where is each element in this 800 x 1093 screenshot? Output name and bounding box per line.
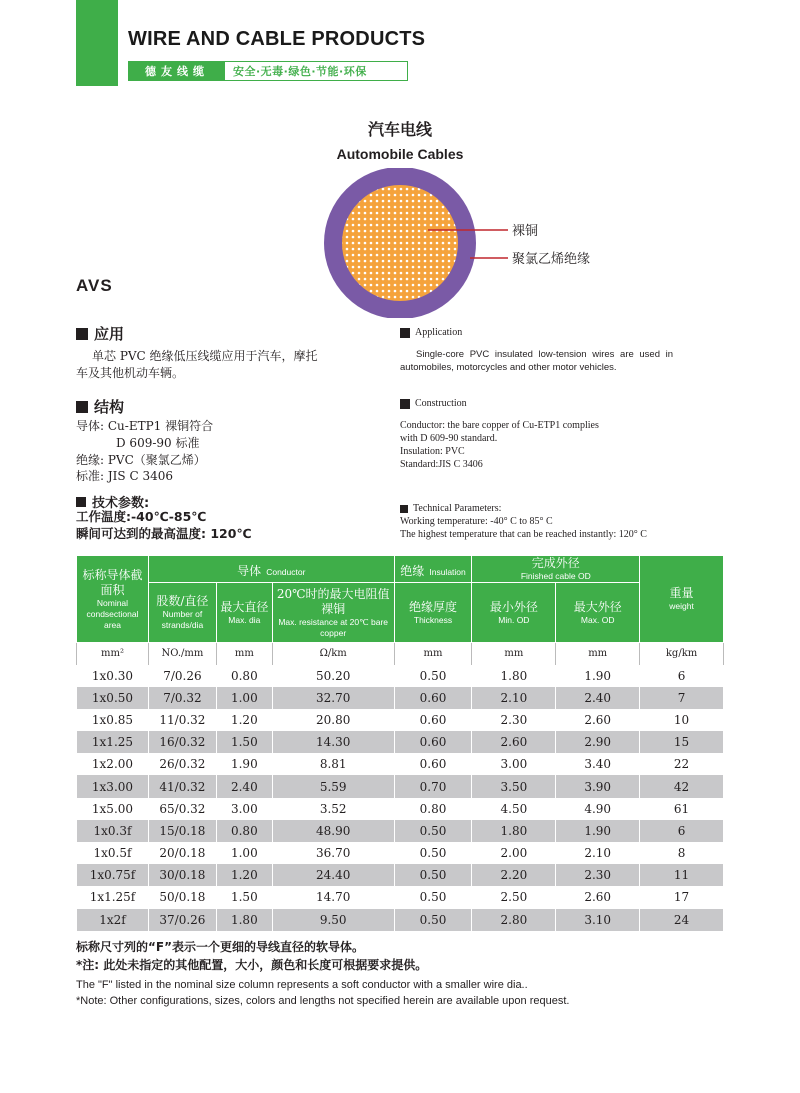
table-row — [77, 687, 724, 709]
table-row — [77, 798, 724, 820]
bullet-square-icon — [400, 399, 410, 409]
product-title-cn: 汽车电线 — [367, 120, 432, 139]
bullet-square-icon — [76, 401, 88, 413]
table-cell: 1.90 — [556, 820, 640, 842]
table-cell: 14.70 — [272, 886, 394, 908]
table-cell: 2.40 — [216, 775, 272, 797]
table-cell: 41/0.32 — [148, 775, 216, 797]
table-cell: 1x0.85 — [77, 709, 149, 731]
header-min-od: 最小外径 Min. OD — [472, 583, 556, 643]
header-title: WIRE AND CABLE PRODUCTS — [128, 28, 426, 50]
table-cell: 1.50 — [216, 886, 272, 908]
table-cell: 0.50 — [394, 665, 472, 687]
technical-heading-cn: 技术参数: — [76, 492, 149, 511]
table-cell: 1x0.75f — [77, 864, 149, 886]
table-cell: 11 — [640, 864, 724, 886]
cable-cross-section — [320, 168, 620, 318]
table-cell: 2.60 — [472, 731, 556, 753]
header-green-block — [76, 0, 118, 86]
table-cell: 2.30 — [472, 709, 556, 731]
callout-conductor: 裸铜 — [512, 224, 539, 239]
unit-cell: mm — [472, 643, 556, 665]
table-cell: 9.50 — [272, 909, 394, 931]
unit-cell: kg/km — [640, 643, 724, 665]
table-cell: 4.90 — [556, 798, 640, 820]
header-nominal-size: 标称导体截面积 Nominal condsectional area — [77, 556, 149, 643]
construction-line2-en: with D 609-90 standard. — [400, 433, 498, 444]
table-row — [77, 665, 724, 687]
table-cell: 1.20 — [216, 709, 272, 731]
brand-name: 德友线缆 — [129, 62, 225, 80]
brand-slogan: 安全·无毒·绿色·节能·环保 — [233, 65, 367, 78]
table-cell: 11/0.32 — [148, 709, 216, 731]
table-cell: 0.50 — [394, 820, 472, 842]
table-cell: 14.30 — [272, 731, 394, 753]
table-cell: 0.80 — [394, 798, 472, 820]
unit-cell: mm² — [77, 643, 149, 665]
table-cell: 1.00 — [216, 687, 272, 709]
table-cell: 20.80 — [272, 709, 394, 731]
table-cell: 0.50 — [394, 886, 472, 908]
table-cell: 2.50 — [472, 886, 556, 908]
table-cell: 50.20 — [272, 665, 394, 687]
technical-max-temp-en: The highest temperature that can be reached instantly: 120° C — [400, 529, 647, 540]
table-cell: 1.00 — [216, 842, 272, 864]
units-row — [77, 643, 724, 665]
table-cell: 7 — [640, 687, 724, 709]
table-cell: 2.80 — [472, 909, 556, 931]
unit-cell: mm — [394, 643, 472, 665]
table-row — [77, 709, 724, 731]
table-cell: 3.90 — [556, 775, 640, 797]
table-cell: 0.50 — [394, 864, 472, 886]
product-code: AVS — [76, 276, 113, 295]
table-cell: 1.80 — [472, 820, 556, 842]
table-cell: 6 — [640, 665, 724, 687]
application-text-en-2: automobiles, motorcycles and other motor vehicles. — [400, 362, 617, 373]
table-cell: 2.60 — [556, 709, 640, 731]
table-cell: 0.60 — [394, 709, 472, 731]
table-cell: 1.90 — [556, 665, 640, 687]
unit-cell: NO./mm — [148, 643, 216, 665]
table-cell: 1.80 — [216, 909, 272, 931]
technical-heading-en: Technical Parameters: — [400, 503, 501, 514]
table-cell: 6 — [640, 820, 724, 842]
note-cn-1: 标称尺寸列的“F”表示一个更细的导线直径的软导体。 — [76, 940, 364, 954]
header-max-od: 最大外径 Max. OD — [556, 583, 640, 643]
table-cell: 26/0.32 — [148, 753, 216, 775]
table-cell: 1x0.30 — [77, 665, 149, 687]
table-cell: 0.60 — [394, 687, 472, 709]
table-cell: 20/0.18 — [148, 842, 216, 864]
header-insulation: 绝缘 Insulation — [394, 556, 472, 583]
table-cell: 8 — [640, 842, 724, 864]
unit-cell: Ω/km — [272, 643, 394, 665]
table-row — [77, 753, 724, 775]
table-cell: 0.50 — [394, 842, 472, 864]
application-heading-en: Application — [400, 327, 462, 338]
table-cell: 1x5.00 — [77, 798, 149, 820]
header-conductor: 导体 Conductor — [148, 556, 394, 583]
table-cell: 2.40 — [556, 687, 640, 709]
table-cell: 3.40 — [556, 753, 640, 775]
table-cell: 1.80 — [472, 665, 556, 687]
header-thickness: 绝缘厚度 Thickness — [394, 583, 472, 643]
table-cell: 10 — [640, 709, 724, 731]
table-row — [77, 842, 724, 864]
table-cell: 1.20 — [216, 864, 272, 886]
technical-temp-cn: 工作温度:-40℃-85℃ — [76, 509, 207, 524]
construction-line1-cn: 导体: Cu-ETP1 裸铜符合 — [76, 419, 214, 433]
construction-line4-cn: 标准: JIS C 3406 — [76, 469, 173, 483]
table-cell: 0.80 — [216, 665, 272, 687]
table-cell: 3.52 — [272, 798, 394, 820]
table-cell: 32.70 — [272, 687, 394, 709]
table-cell: 65/0.32 — [148, 798, 216, 820]
table-cell: 61 — [640, 798, 724, 820]
table-cell: 1x2f — [77, 909, 149, 931]
table-cell: 3.50 — [472, 775, 556, 797]
table-cell: 3.00 — [472, 753, 556, 775]
table-cell: 2.20 — [472, 864, 556, 886]
table-cell: 42 — [640, 775, 724, 797]
table-cell: 7/0.32 — [148, 687, 216, 709]
table-cell: 5.59 — [272, 775, 394, 797]
application-text-cn-1: 单芯 PVC 绝缘低压线缆应用于汽车，摩托 — [92, 349, 318, 363]
table-cell: 15/0.18 — [148, 820, 216, 842]
table-row — [77, 820, 724, 842]
bullet-square-icon — [76, 497, 86, 507]
table-cell: 1x0.3f — [77, 820, 149, 842]
table-cell: 2.10 — [472, 687, 556, 709]
table-cell: 24 — [640, 909, 724, 931]
construction-heading-cn: 结构 — [76, 396, 124, 417]
spec-table — [76, 555, 724, 931]
table-cell: 3.10 — [556, 909, 640, 931]
construction-line2-cn: D 609-90 标准 — [116, 436, 200, 450]
table-cell: 0.80 — [216, 820, 272, 842]
construction-heading-en: Construction — [400, 398, 467, 409]
table-cell: 0.60 — [394, 731, 472, 753]
application-text-cn-2: 车及其他机动车辆。 — [76, 366, 185, 380]
table-cell: 1x1.25 — [77, 731, 149, 753]
construction-line4-en: Standard:JIS C 3406 — [400, 459, 483, 470]
technical-max-temp-cn: 瞬间可达到的最高温度: 120℃ — [76, 526, 252, 541]
note-en-2: *Note: Other configurations, sizes, colors and lengths not specified herein are available upon request. — [76, 995, 570, 1007]
table-row — [77, 909, 724, 931]
table-cell: 50/0.18 — [148, 886, 216, 908]
table-cell: 2.00 — [472, 842, 556, 864]
product-title-en: Automobile Cables — [336, 146, 464, 162]
table-cell: 7/0.26 — [148, 665, 216, 687]
table-cell: 22 — [640, 753, 724, 775]
table-row — [77, 886, 724, 908]
table-row — [77, 864, 724, 886]
table-cell: 0.70 — [394, 775, 472, 797]
table-row — [77, 731, 724, 753]
table-cell: 15 — [640, 731, 724, 753]
table-cell: 2.10 — [556, 842, 640, 864]
table-row — [77, 775, 724, 797]
application-heading-cn: 应用 — [76, 323, 124, 344]
table-cell: 3.00 — [216, 798, 272, 820]
construction-line3-en: Insulation: PVC — [400, 446, 465, 457]
application-text-en-1: Single-core PVC insulated low-tension wires are used in — [416, 349, 674, 360]
table-cell: 2.60 — [556, 886, 640, 908]
note-en-1: The "F" listed in the nominal size column represents a soft conductor with a smaller wire dia.. — [76, 979, 528, 991]
table-cell: 16/0.32 — [148, 731, 216, 753]
header-max-dia: 最大直径 Max. dia — [216, 583, 272, 643]
table-cell: 24.40 — [272, 864, 394, 886]
construction-line3-cn: 绝缘: PVC（聚氯乙烯） — [76, 453, 206, 467]
bullet-square-icon — [400, 328, 410, 338]
header-weight: 重量 weight — [640, 556, 724, 643]
note-cn-2: *注: 此处未指定的其他配置，大小，颜色和长度可根据要求提供。 — [76, 958, 428, 972]
bullet-square-icon — [400, 505, 408, 513]
table-cell: 2.90 — [556, 731, 640, 753]
table-cell: 1.50 — [216, 731, 272, 753]
brand-bar — [128, 61, 408, 81]
unit-cell: mm — [556, 643, 640, 665]
table-cell: 8.81 — [272, 753, 394, 775]
technical-temp-en: Working temperature: -40° C to 85° C — [400, 516, 553, 527]
table-cell: 1x0.5f — [77, 842, 149, 864]
unit-cell: mm — [216, 643, 272, 665]
table-cell: 48.90 — [272, 820, 394, 842]
table-cell: 4.50 — [472, 798, 556, 820]
header-strands: 股数/直径 Number of strands/dia — [148, 583, 216, 643]
table-cell: 37/0.26 — [148, 909, 216, 931]
table-cell: 1x0.50 — [77, 687, 149, 709]
header-resistance: 20℃时的最大电阻值裸铜 Max. resistance at 20℃ bare copper — [272, 583, 394, 643]
table-cell: 2.30 — [556, 864, 640, 886]
table-cell: 30/0.18 — [148, 864, 216, 886]
table-cell: 1x1.25f — [77, 886, 149, 908]
table-cell: 1x2.00 — [77, 753, 149, 775]
table-cell: 1.90 — [216, 753, 272, 775]
bullet-square-icon — [76, 328, 88, 340]
table-cell: 17 — [640, 886, 724, 908]
copper-strands — [342, 185, 458, 301]
callout-insulation: 聚氯乙烯绝缘 — [512, 252, 591, 267]
table-cell: 1x3.00 — [77, 775, 149, 797]
table-cell: 0.50 — [394, 909, 472, 931]
table-cell: 36.70 — [272, 842, 394, 864]
table-cell: 0.60 — [394, 753, 472, 775]
header-finished-od: 完成外径 Finished cable OD — [472, 556, 640, 583]
construction-line1-en: Conductor: the bare copper of Cu-ETP1 complies — [400, 420, 599, 431]
